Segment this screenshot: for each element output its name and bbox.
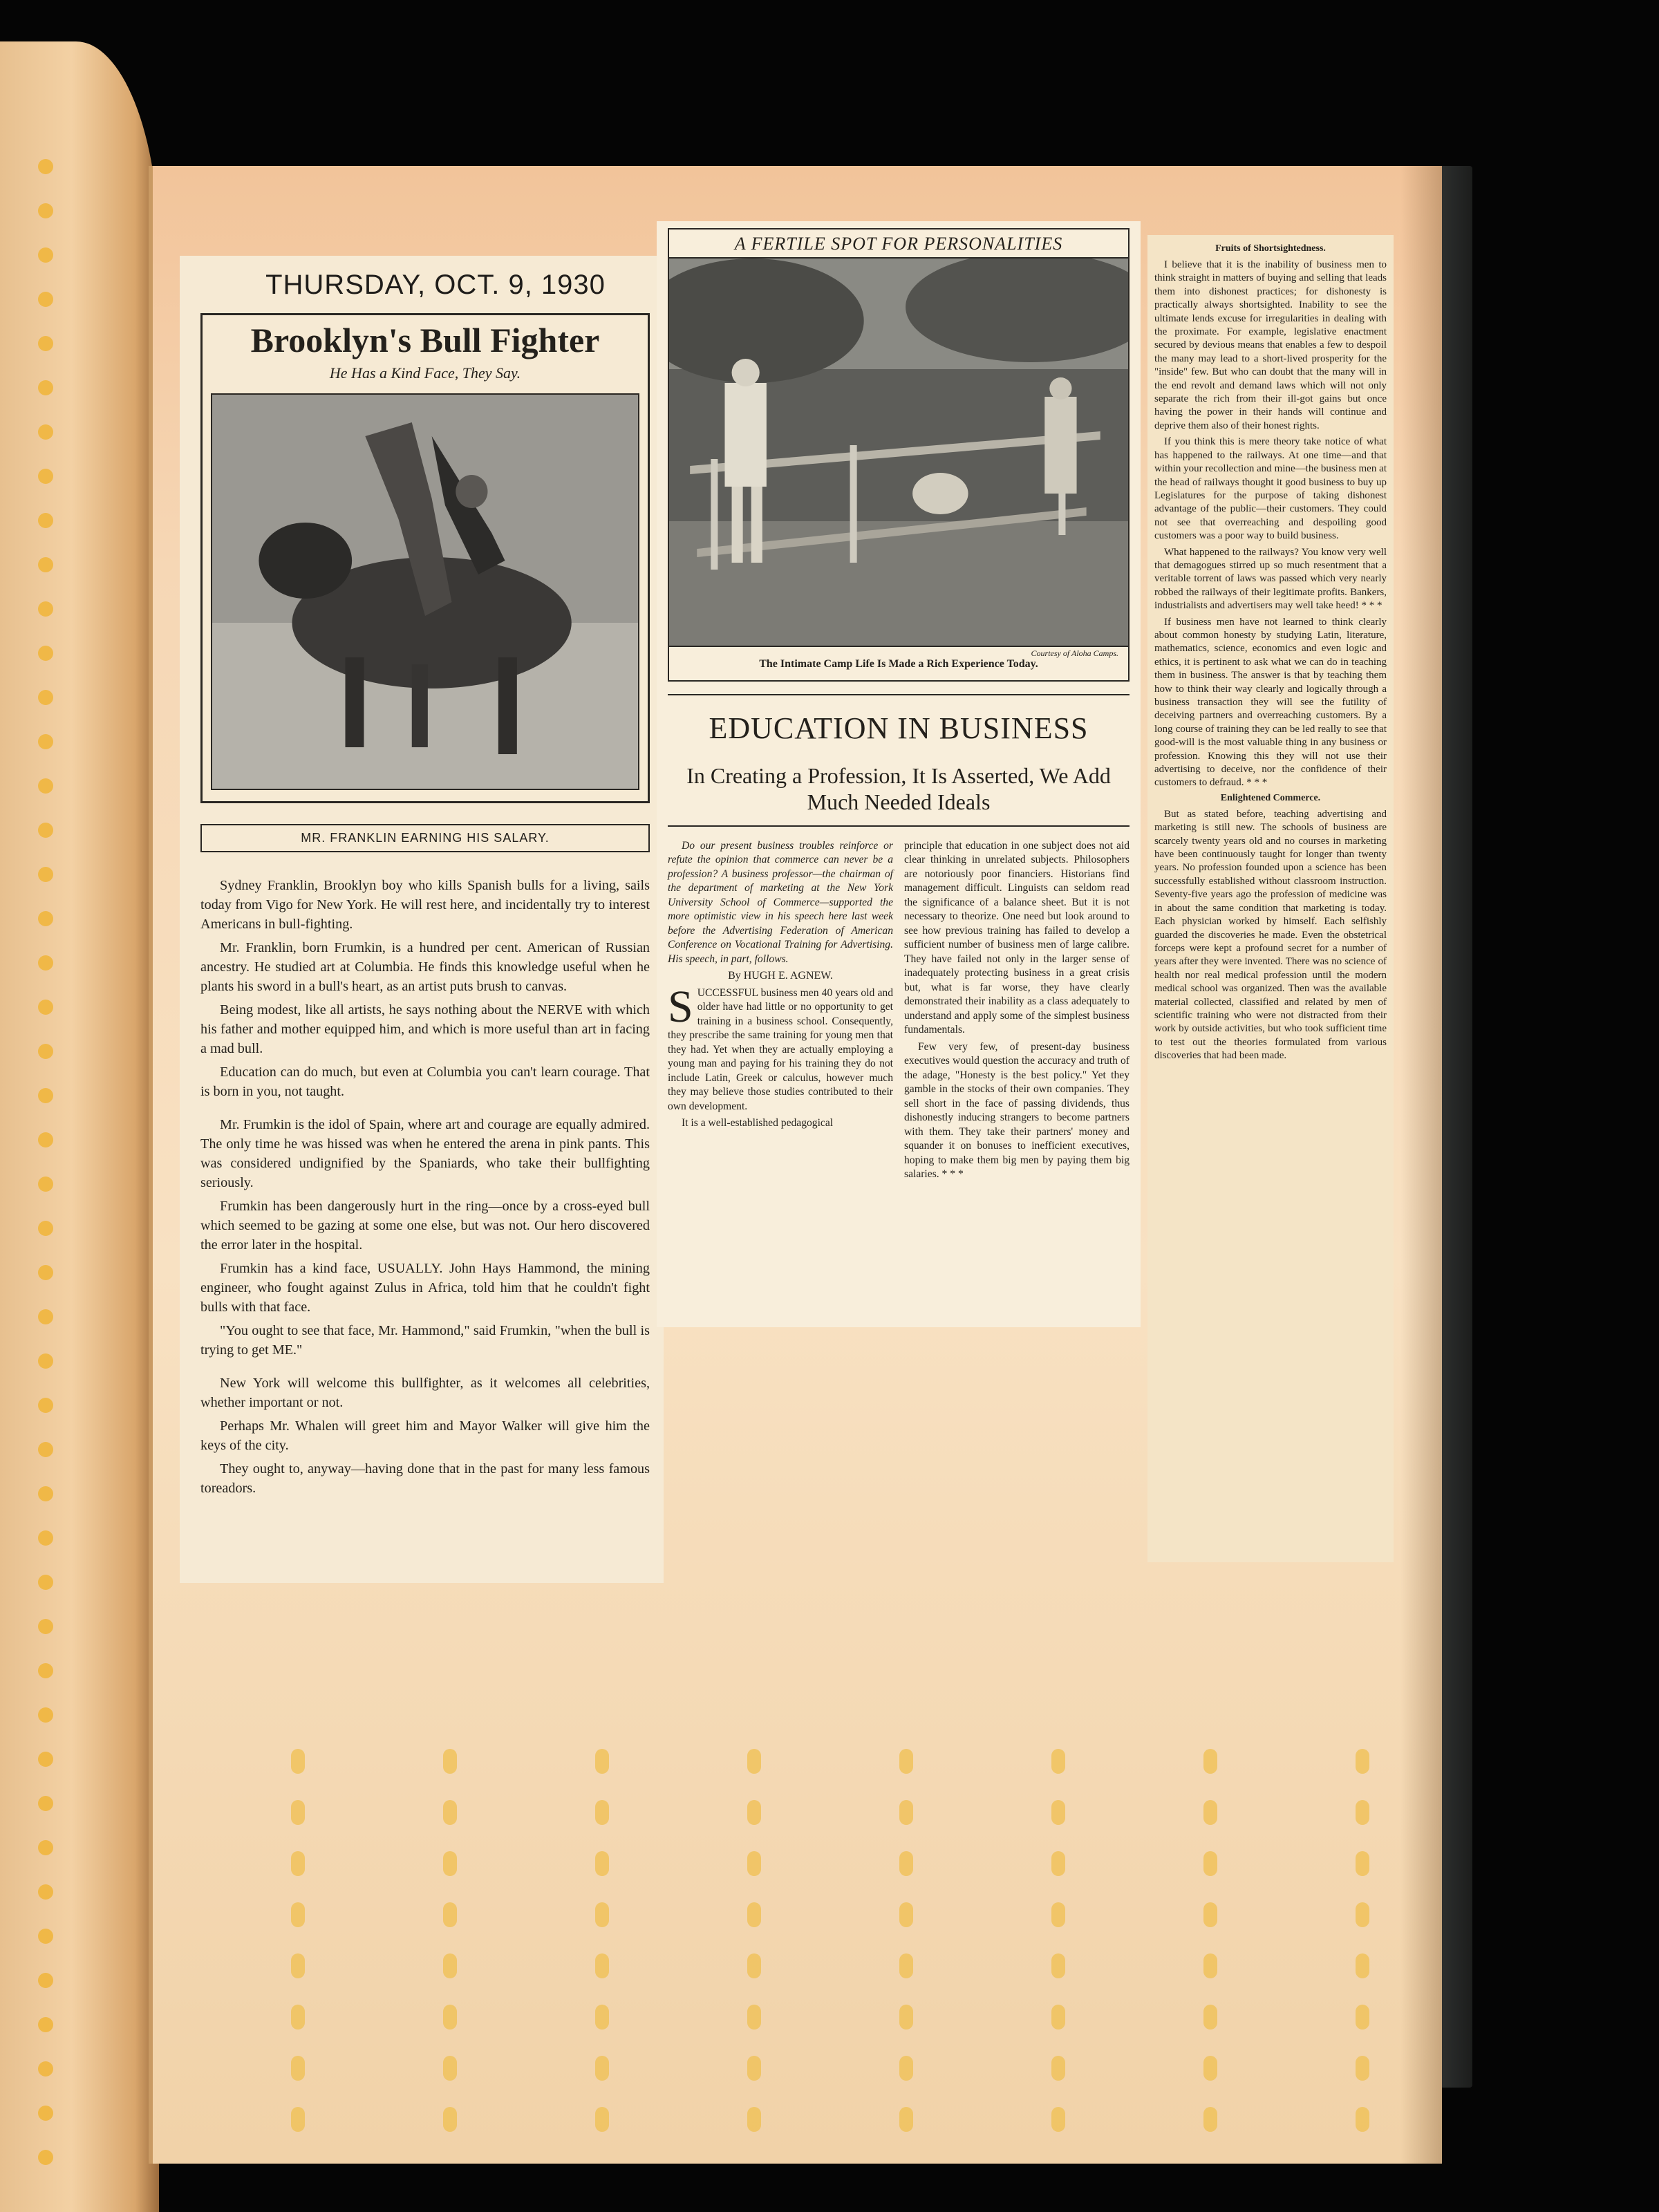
binder-hole bbox=[291, 1902, 305, 1927]
binder-hole bbox=[1356, 1953, 1369, 1978]
photo-caption-row bbox=[668, 647, 1130, 682]
binder-hole bbox=[38, 247, 53, 263]
paragraph: Sydney Franklin, Brooklyn boy who kills Spanish bulls for a living, sails today from Vigo for New York. He will rest here, and incidentally try to interest Americans in bull-fighting. bbox=[200, 877, 650, 932]
binder-hole bbox=[38, 513, 53, 528]
binder-hole bbox=[38, 1000, 53, 1015]
binder-hole bbox=[443, 1953, 457, 1978]
binder-hole bbox=[595, 2107, 609, 2132]
paragraph: Education can do much, but even at Columbia you can't learn courage. That is born in you, not taught. bbox=[200, 1064, 650, 1099]
camp-photo bbox=[668, 257, 1130, 647]
binder-hole bbox=[1051, 1851, 1065, 1876]
binder-hole bbox=[291, 1800, 305, 1825]
bullfighter-photo-image bbox=[212, 395, 638, 789]
dateline: THURSDAY, OCT. 9, 1930 bbox=[265, 270, 606, 300]
section-body bbox=[1154, 259, 1387, 790]
hole-column bbox=[1203, 1749, 1219, 2158]
binder-hole bbox=[38, 380, 53, 395]
binder-hole bbox=[38, 424, 53, 440]
binder-hole bbox=[38, 2017, 53, 2032]
binder-hole bbox=[38, 203, 53, 218]
binder-hole bbox=[1051, 2005, 1065, 2030]
binder-hole bbox=[38, 646, 53, 661]
binder-hole bbox=[1203, 1749, 1217, 1774]
binder-hole bbox=[38, 911, 53, 926]
binder-hole bbox=[38, 1177, 53, 1192]
headline: EDUCATION IN BUSINESS bbox=[709, 711, 1089, 745]
article-columns bbox=[668, 839, 1130, 1185]
binder-hole bbox=[38, 601, 53, 617]
intro: Do our present business troubles reinforce or refute the opinion that commerce can never be a profession? A business professor—the chairman of the department of marketing at the New York University School of Commerce—supported the more optimistic view in his speech here last week before the Advertising Federation of American Conference on Vocational Training for Advertising. His speech, in part, follows. bbox=[668, 839, 893, 965]
binder-hole bbox=[38, 1265, 53, 1280]
binder-hole bbox=[38, 1752, 53, 1767]
binder-hole bbox=[1203, 1902, 1217, 1927]
binder-hole bbox=[1203, 2107, 1217, 2132]
hole-column bbox=[443, 1749, 458, 2158]
deck: In Creating a Profession, It Is Asserted, We Add Much Needed Ideals bbox=[668, 762, 1130, 827]
binder-hole bbox=[38, 1309, 53, 1324]
binder-hole bbox=[38, 778, 53, 794]
binder-hole bbox=[38, 1973, 53, 1988]
binder-hole bbox=[38, 1796, 53, 1811]
binder-hole bbox=[899, 2056, 913, 2081]
section-heading: Enlightened Commerce. bbox=[1220, 792, 1321, 803]
binder-hole bbox=[1051, 1902, 1065, 1927]
shortsightedness-clipping bbox=[1147, 235, 1394, 1562]
binder-hole bbox=[38, 1221, 53, 1236]
section-heading: Fruits of Shortsightedness. bbox=[1215, 243, 1326, 254]
binder-hole bbox=[38, 867, 53, 882]
binder-hole bbox=[38, 1707, 53, 1723]
photo-caption: The Intimate Camp Life Is Made a Rich Experience Today. bbox=[759, 658, 1038, 670]
divider bbox=[668, 694, 1130, 695]
bullfighter-clipping bbox=[180, 256, 664, 1583]
binder-hole bbox=[38, 292, 53, 307]
binder-hole bbox=[38, 1088, 53, 1103]
hole-column bbox=[595, 1749, 610, 2158]
binder-hole bbox=[1356, 2107, 1369, 2132]
binder-hole bbox=[1356, 1749, 1369, 1774]
binder-hole bbox=[38, 2061, 53, 2077]
headline: Brooklyn's Bull Fighter bbox=[250, 321, 600, 359]
hole-column bbox=[899, 1749, 915, 2158]
binder-hole bbox=[747, 1902, 761, 1927]
binder-hole bbox=[595, 2005, 609, 2030]
camp-photo-image bbox=[669, 259, 1128, 646]
binder-hole bbox=[291, 1851, 305, 1876]
binder-hole bbox=[1051, 1800, 1065, 1825]
binder-hole bbox=[38, 1442, 53, 1457]
binder-hole bbox=[291, 1953, 305, 1978]
column-1 bbox=[668, 839, 893, 1185]
binder-hole bbox=[38, 955, 53, 971]
bullfighter-photo bbox=[211, 393, 639, 790]
paragraph: But as stated before, teaching advertising and marketing is still new. The schools of business are scarcely twenty years old and no courses in marketing have been continuously taught for longer than twenty years. No profession founded upon a science has been successfully established without classroom instruction. Seventy-five years ago the profession of medicine was in about the same condition that marketing is today. Each physician worked by himself. Each selfishly guarded the discoveries he made. Even the obstetrical forceps were kept a profound secret for a number of years after they were invented. There was no science of health nor real medical profession until the modern medical school was organized. Then was the available material collected, classified and related by men of scientific training who were not distracted from their work by outside activities, but who took sufficient time to test out the theories formulated from various discoveries that had been made. bbox=[1154, 808, 1387, 1062]
binder-hole bbox=[38, 734, 53, 749]
binder-hole bbox=[747, 2056, 761, 2081]
binder-hole bbox=[38, 1530, 53, 1546]
binder-hole bbox=[1356, 1800, 1369, 1825]
binder-hole bbox=[595, 1953, 609, 1978]
binder-hole bbox=[747, 1953, 761, 1978]
binder-hole bbox=[291, 2056, 305, 2081]
binder-hole bbox=[38, 1884, 53, 1900]
binder-hole bbox=[899, 2107, 913, 2132]
subheadline: He Has a Kind Face, They Say. bbox=[329, 364, 521, 382]
left-page-holes bbox=[38, 159, 56, 2198]
binder-hole bbox=[38, 1619, 53, 1634]
binder-hole bbox=[747, 2005, 761, 2030]
hole-column bbox=[1051, 1749, 1067, 2158]
binder-hole bbox=[1051, 1749, 1065, 1774]
binder-hole bbox=[38, 1132, 53, 1147]
binder-hole bbox=[38, 690, 53, 705]
binder-hole bbox=[38, 1044, 53, 1059]
binder-hole bbox=[747, 1800, 761, 1825]
binder-hole bbox=[899, 2005, 913, 2030]
byline: By HUGH E. AGNEW. bbox=[728, 970, 833, 982]
binder-hole bbox=[291, 2005, 305, 2030]
binder-hole bbox=[1051, 1953, 1065, 1978]
column-2 bbox=[904, 839, 1130, 1185]
binder-hole bbox=[443, 2005, 457, 2030]
hole-column bbox=[747, 1749, 762, 2158]
binder-hole bbox=[595, 1902, 609, 1927]
binder-hole bbox=[899, 1749, 913, 1774]
hole-column bbox=[291, 1749, 306, 2158]
binder-hole bbox=[1356, 2056, 1369, 2081]
binder-hole bbox=[747, 2107, 761, 2132]
binder-hole bbox=[1203, 1953, 1217, 1978]
binder-hole bbox=[1203, 2056, 1217, 2081]
paragraph: It is a well-established pedagogical bbox=[682, 1117, 834, 1130]
binder-hole bbox=[747, 1749, 761, 1774]
binder-hole bbox=[443, 1851, 457, 1876]
binder-hole bbox=[1356, 2005, 1369, 2030]
paragraph: Frumkin has been dangerously hurt in the ring—once by a cross-eyed bull which seemed to be gazing at some one else, but was not. Our hero discovered the error later in the hospital. bbox=[200, 1198, 650, 1253]
binder-hole bbox=[443, 1749, 457, 1774]
binder-hole bbox=[1203, 1800, 1217, 1825]
paragraph: New York will welcome this bullfighter, as it welcomes all celebrities, whether important or not. bbox=[200, 1375, 650, 1410]
binder-hole bbox=[38, 469, 53, 484]
binder-hole bbox=[1203, 2005, 1217, 2030]
paragraph: "You ought to see that face, Mr. Hammond," said Frumkin, "when the bull is trying to get ME." bbox=[200, 1322, 650, 1358]
binder-hole bbox=[595, 1851, 609, 1876]
binder-hole bbox=[291, 2107, 305, 2132]
binder-hole bbox=[291, 1749, 305, 1774]
binder-hole bbox=[747, 1851, 761, 1876]
binder-hole bbox=[38, 2150, 53, 2165]
binder-hole bbox=[443, 2056, 457, 2081]
paragraph: Mr. Franklin, born Frumkin, is a hundred per cent. American of Russian ancestry. He studied art at Columbia. He finds this knowledge useful when he plants his sword in a bull's heart, as an artist puts brush to canvas. bbox=[200, 939, 650, 994]
paragraph: principle that education in one subject does not aid clear thinking in unrelated subjects. Philosophers are notoriously poor financiers. Historians find management difficult. Linguists can seldom read the significance of a balance sheet. But it is not necessary to theorize. One need but look around to see how previous training has failed to develop a sufficient number of business men of large calibre. They have failed not only in the larger sense of inadequately protecting business in a great crisis but, what is far worse, they have clearly demonstrated their inability as a class adequately to understand and apply some of the simplest business fundamentals. bbox=[904, 839, 1130, 1036]
left-curled-page bbox=[0, 41, 159, 2212]
binder-hole bbox=[38, 1840, 53, 1855]
binder-hole bbox=[38, 159, 53, 174]
photo-heading: A FERTILE SPOT FOR PERSONALITIES bbox=[668, 228, 1130, 257]
section-body bbox=[1154, 808, 1387, 1063]
binder-hole bbox=[38, 1929, 53, 1944]
binder-hole bbox=[38, 1663, 53, 1678]
binder-hole bbox=[38, 1486, 53, 1501]
education-clipping bbox=[657, 221, 1141, 1327]
page-hole-strip bbox=[153, 1749, 1442, 2164]
binder-hole bbox=[443, 1902, 457, 1927]
binder-hole bbox=[595, 2056, 609, 2081]
binder-hole bbox=[38, 1575, 53, 1590]
paragraph: What happened to the railways? You know very well that demagogues stirred up so much resentment that a veritable torrent of laws was passed which very nearly robbed the railways of their legitimate profits. Bankers, industrialists and advertisers may well take heed! * * * bbox=[1154, 546, 1387, 612]
paragraph: Frumkin has a kind face, USUALLY. John Hays Hammond, the mining engineer, who fought against Zulus in Africa, told him that he couldn't fight bulls with that face. bbox=[200, 1260, 650, 1315]
binder-hole bbox=[38, 336, 53, 351]
binder-hole bbox=[1051, 2107, 1065, 2132]
photo-credit: Courtesy of Aloha Camps. bbox=[1031, 648, 1118, 658]
drop-cap: S bbox=[668, 981, 693, 1032]
binder-hole bbox=[38, 2106, 53, 2121]
binder-hole bbox=[1051, 2056, 1065, 2081]
paragraph: SUCCESSFUL business men 40 years old and older have had little or no opportunity to get training in a business school. Consequently, they prescribe the same training for young men that they had. Yet when they are actually employing a young man and paying for his training they do not include Latin, Greek or calculus, however much they may believe those studies contributed to their own development. bbox=[668, 981, 893, 1112]
binder-hole bbox=[38, 1353, 53, 1369]
binder-hole bbox=[899, 1800, 913, 1825]
article-body bbox=[200, 876, 650, 1498]
paragraph: Perhaps Mr. Whalen will greet him and Mayor Walker will give him the keys of the city. bbox=[200, 1418, 650, 1453]
binder-hole bbox=[443, 1800, 457, 1825]
paragraph: If business men have not learned to think clearly about common honesty by studying Latin, literature, mathematics, science, economics and even logic and ethics, it is pertinent to ask what we can do in teaching them in business. The answer is that by teaching them how to think their way clearly and logically through a business transaction they will see the futility of deceiving partners and overreaching customers. By a long course of training they can be led really to see that good-will is the most valuable thing in any business or profession. Knowing this they will not use their advertising to deceive, nor the confidence of their customers to defraud. * * * bbox=[1154, 616, 1387, 789]
binder-hole bbox=[1356, 1902, 1369, 1927]
binder-hole bbox=[595, 1800, 609, 1825]
binder-hole bbox=[1356, 1851, 1369, 1876]
binder-hole bbox=[38, 823, 53, 838]
hole-column bbox=[1356, 1749, 1371, 2158]
paragraph: They ought to, anyway—having done that in the past for many less famous toreadors. bbox=[200, 1461, 650, 1496]
headline-box bbox=[200, 313, 650, 803]
paragraph: I believe that it is the inability of business men to think straight in matters of buying and selling that leads them into dishonest practices; for dishonesty is practically always shortsighted. Inability to see the ultimate lends excuse for irregularities in dealing with the proximate. For example, legislative enactment secured by devious means that enables a few to despoil the many may lead to a short-lived prosperity for the "inside" few. But who can doubt that the many will in the end revolt and demand laws which will not only separate the rich from their ill-got gains but once having the power in their hands will continue and deprive them also of their honest rights. bbox=[1154, 259, 1387, 431]
paragraph: Mr. Frumkin is the idol of Spain, where art and courage are equally admired. The only time he was hissed was when he entered the arena in pink pants. This was considered undignified by the Spaniards, who take their bullfighting seriously. bbox=[200, 1116, 650, 1190]
binder-hole bbox=[38, 557, 53, 572]
photo-caption: MR. FRANKLIN EARNING HIS SALARY. bbox=[200, 824, 650, 852]
binder-hole bbox=[1203, 1851, 1217, 1876]
binder-hole bbox=[443, 2107, 457, 2132]
paragraph: Few very few, of present-day business executives would question the accuracy and truth of the adage, "Honesty is the best policy." Yet they gamble in the stocks of their own companies. They sell short in the face of passing dividends, thus dishonestly inducing strangers to become partners with them. They take their partners' money and squander it on bonuses to inefficient executives, hoping to make them big men by paying them big salaries. * * * bbox=[904, 1040, 1130, 1181]
binder-hole bbox=[38, 1398, 53, 1413]
paragraph: Being modest, like all artists, he says nothing about the NERVE with which his father and mother equipped him, and which is more useful than art in facing a mad bull. bbox=[200, 1002, 650, 1056]
binder-hole bbox=[899, 1902, 913, 1927]
binder-hole bbox=[595, 1749, 609, 1774]
binder-hole bbox=[899, 1953, 913, 1978]
paragraph: If you think this is mere theory take notice of what has happened to the railways. At one time—and that within your recollection and mine—the business men at the head of railways thought it good business to buy up Legislatures for the purpose of taking dishonest advantage of the public—their customers. They could not see that overreaching and despoiling good customers was a poor way to build business. bbox=[1154, 436, 1387, 542]
binder-hole bbox=[899, 1851, 913, 1876]
